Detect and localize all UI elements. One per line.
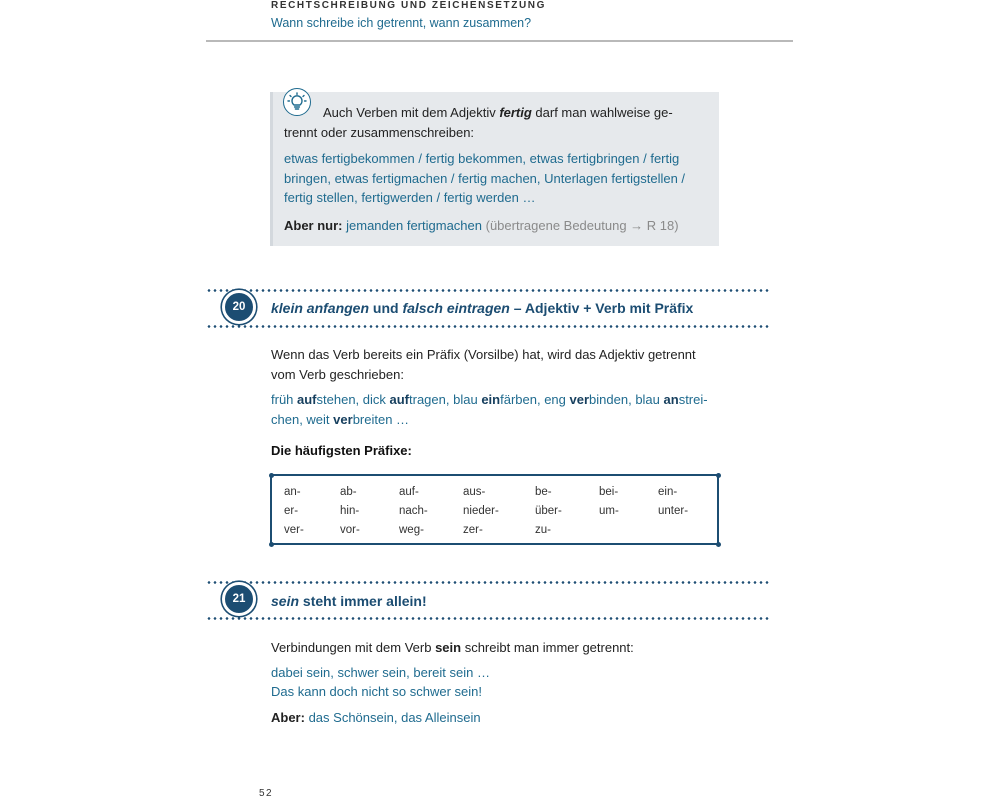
prefix-cell: zu-: [535, 524, 551, 536]
prefix-cell: er-: [284, 505, 299, 517]
prefix-cell: nieder-: [463, 505, 499, 517]
prefix-cell: hin-: [340, 505, 360, 517]
rule-20-title: klein anfangen und falsch eintragen – Adjektiv + Verb mit Präfix: [271, 300, 694, 316]
tip-examples: etwas fertigbekommen / fertig bekommen, etwas fertigbringen / fertig bringen, etwas fertigmachen / fertig machen, Unterlagen fertigstellen / fertig stellen, fertigwerden / fertig werden …: [284, 151, 686, 205]
dotted-rule-bottom: [206, 617, 770, 620]
dotted-rule-top: [206, 581, 770, 584]
running-subtitle: Wann schreibe ich getrennt, wann zusammen?: [271, 16, 532, 30]
prefix-cell: weg-: [399, 524, 424, 536]
example-verb: eng verbinden,: [544, 392, 636, 407]
prefix-cell: aus-: [463, 486, 486, 498]
prefix-cell: ab-: [340, 486, 357, 498]
tip-box: [270, 92, 719, 246]
example-verb: chen, weit verbreiten …: [271, 411, 410, 427]
prefix-cell: um-: [599, 505, 619, 517]
rule-number-badge: 21: [222, 582, 256, 616]
rule-21-example-1: dabei sein, schwer sein, bereit sein …: [271, 665, 490, 680]
prefix-cell: unter-: [658, 505, 689, 517]
prefix-cell: ein-: [658, 486, 678, 498]
table-corner: [716, 542, 721, 547]
page-number: 52: [259, 788, 274, 799]
rule-20-examples: [271, 390, 716, 429]
prefix-cell: be-: [535, 486, 552, 498]
example-verb: blau anstrei-: [635, 392, 708, 407]
prefix-cell: ver-: [284, 524, 304, 536]
prefix-cell: bei-: [599, 486, 619, 498]
header-divider: [206, 40, 793, 42]
prefix-table: [270, 474, 719, 545]
rule-20-text: Wenn das Verb bereits ein Präfix (Vorsilbe) hat, wird das Adjektiv getrennt vom Verb geschrieben:: [271, 347, 696, 382]
prefix-cell: zer-: [463, 524, 483, 536]
prefix-cell: nach-: [399, 505, 428, 517]
prefix-heading: Die häufigsten Präfixe:: [271, 443, 412, 458]
prefix-cell: an-: [284, 486, 301, 498]
prefix-cell: vor-: [340, 524, 360, 536]
prefix-cell: über-: [535, 505, 562, 517]
rule-21-text: Verbindungen mit dem Verb sein schreibt man immer getrennt:: [271, 640, 634, 655]
tip-intro: Auch Verben mit dem Adjektiv fertig darf man wahlweise ge-: [323, 105, 673, 120]
example-verb: blau einfärben,: [453, 392, 545, 407]
rule-21-aber: Aber: das Schönsein, das Alleinsein: [271, 710, 481, 725]
tip-intro-line2: trennt oder zusammenschreiben:: [284, 124, 475, 140]
rule-21-header: [206, 579, 770, 623]
rule-21-example-2: Das kann doch nicht so schwer sein!: [271, 684, 482, 699]
prefix-cell: auf-: [399, 486, 419, 498]
rule-number-badge: 20: [222, 290, 256, 324]
dotted-rule-top: [206, 289, 770, 292]
lightbulb-icon: [283, 88, 311, 116]
example-verb: früh aufstehen,: [271, 392, 363, 407]
tip-aber: Aber nur: jemanden fertigmachen (übertragene Bedeutung → R 18): [284, 217, 679, 233]
dotted-rule-bottom: [206, 325, 770, 328]
example-verb: dick auftragen,: [362, 392, 454, 407]
rule-21-title: sein steht immer allein!: [271, 593, 427, 609]
table-corner: [269, 542, 274, 547]
running-header: RECHTSCHREIBUNG UND ZEICHENSETZUNG: [271, 0, 546, 11]
rule-20-header: [206, 287, 770, 331]
